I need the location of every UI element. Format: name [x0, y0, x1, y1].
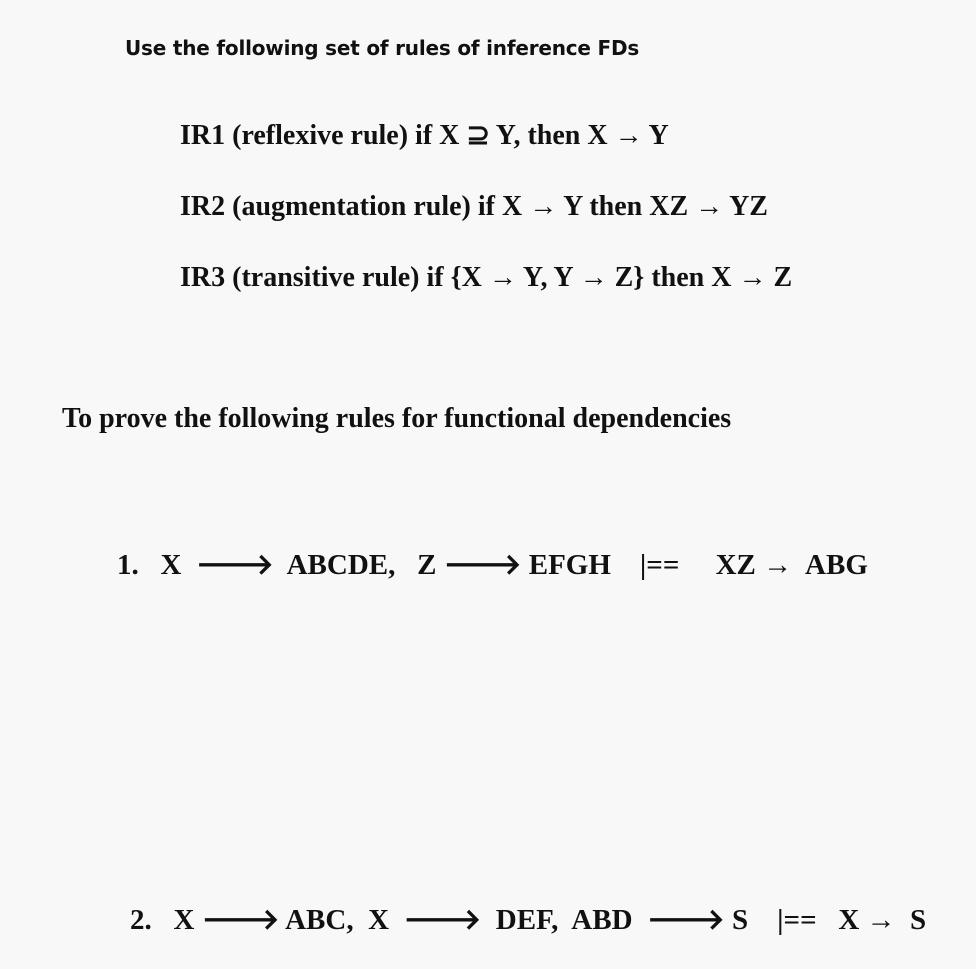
- rule-ir3: IR3 (transitive rule) if {X → Y, Y → Z} then X → Z: [180, 262, 793, 293]
- rule-ir2: IR2 (augmentation rule) if X → Y then XZ → YZ: [180, 191, 768, 222]
- intro-text: Use the following set of rules of inference FDs: [125, 36, 640, 60]
- rule-ir1: IR1 (reflexive rule) if X ⊇ Y, then X → Y: [180, 120, 669, 151]
- problem-2: 2. X 🡒 ABC, X 🡒 DEF, ABD 🡒 S |== X → S: [130, 904, 927, 936]
- problem-1: 1. X 🡒 ABCDE, Z 🡒 EFGH |== XZ → ABG: [117, 549, 868, 581]
- section-heading: To prove the following rules for functional dependencies: [62, 403, 732, 434]
